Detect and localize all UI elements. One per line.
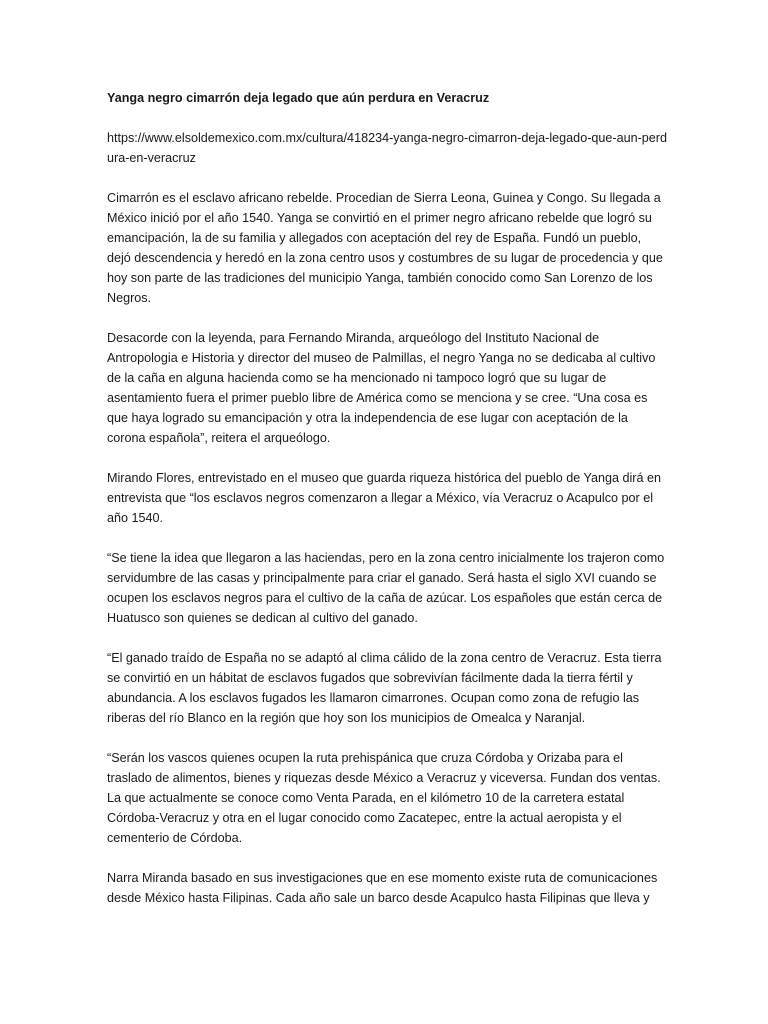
paragraph-6: “Serán los vascos quienes ocupen la ruta prehispánica que cruza Córdoba y Orizaba para el traslado de alimentos, bienes y riquezas desde México a Veracruz y viceversa. Fundan dos ventas. La que actualmente se conoce como Venta Parada, en el kilómetro 10 de la carretera estatal Córdoba-Veracruz y otra en el lugar conocido como Zacatepec, entre la actual aeropista y el cementerio de Córdoba. xyxy=(107,751,661,845)
document-title: Yanga negro cimarrón deja legado que aún perdura en Veracruz xyxy=(107,91,490,105)
document-page xyxy=(107,88,667,928)
paragraph-7: Narra Miranda basado en sus investigaciones que en ese momento existe ruta de comunicaciones desde México hasta Filipinas. Cada año sale un barco desde Acapulco hasta Filipinas que lleva y xyxy=(107,871,658,905)
paragraph-3: Mirando Flores, entrevistado en el museo que guarda riqueza histórica del pueblo de Yanga dirá en entrevista que “los esclavos negros comenzaron a llegar a México, vía Veracruz o Acapulco por el año 1540. xyxy=(107,471,662,525)
paragraph-4: “Se tiene la idea que llegaron a las haciendas, pero en la zona centro inicialmente los trajeron como servidumbre de las casas y principalmente para criar el ganado. Será hasta el siglo XVI cuando se ocupen los esclavos negros para el cultivo de la caña de azúcar. Los españoles que están cerca de Huatusco son quienes se dedican al cultivo del ganado. xyxy=(107,551,665,625)
source-url: https://www.elsoldemexico.com.mx/cultura/418234-yanga-negro-cimarron-deja-legado-que-aun-perdura-en-veracruz xyxy=(107,131,668,165)
paragraph-5: “El ganado traído de España no se adaptó al clima cálido de la zona centro de Veracruz. Esta tierra se convirtió en un hábitat de esclavos fugados que sobrevivían fácilmente dada la tierra fértil y abundancia. A los esclavos fugados les llamaron cimarrones. Ocupan como zona de refugio las riberas del río Blanco en la región que hoy son los municipios de Omealca y Naranjal. xyxy=(107,651,662,725)
paragraph-2: Desacorde con la leyenda, para Fernando Miranda, arqueólogo del Instituto Nacional de Antropologia e Historia y director del museo de Palmillas, el negro Yanga no se dedicaba al cultivo de la caña en alguna hacienda como se ha mencionado ni tampoco logró que su lugar de asentamiento fuera el primer pueblo libre de América como se menciona y se cree. “Una cosa es que haya logrado su emancipación y otra la independencia de ese lugar con aceptación de la corona española”, reitera el arqueólogo. xyxy=(107,331,656,445)
paragraph-1: Cimarrón es el esclavo africano rebelde. Procedian de Sierra Leona, Guinea y Congo. Su llegada a México inició por el año 1540. Yanga se convirtió en el primer negro africano rebelde que logró su emancipación, la de su familia y allegados con aceptación del rey de España. Fundó un pueblo, dejó descendencia y heredó en la zona centro usos y costumbres de su lugar de procedencia y que hoy son parte de las tradiciones del municipio Yanga, también conocido como San Lorenzo de los Negros. xyxy=(107,191,663,305)
